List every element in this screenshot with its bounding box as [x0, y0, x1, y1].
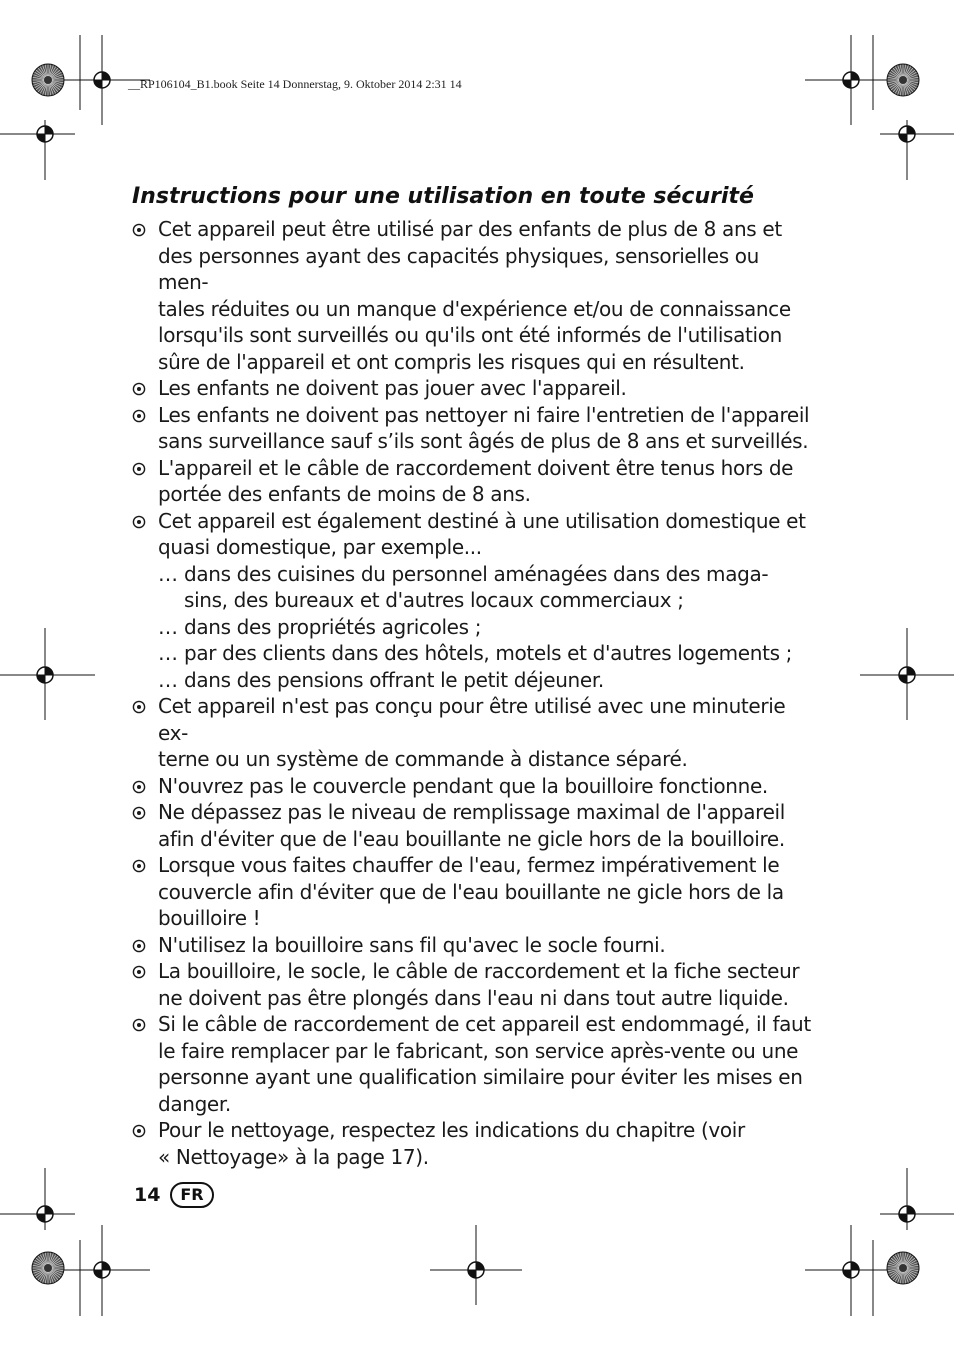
list-item-line: quasi domestique, par exemple... [158, 535, 482, 559]
list-item-line: « Nettoyage» à la page 17). [158, 1144, 429, 1169]
print-slug: __RP106104_B1.book Seite 14 Donnerstag, 9. Oktober 2014 2:31 14 [128, 77, 462, 91]
sub-list-item [132, 614, 812, 641]
ellipsis-marker: … [158, 614, 178, 639]
target-bullet-icon [132, 515, 146, 529]
sub-list-item-line: dans des cuisines du personnel aménagées dans des maga- [184, 561, 769, 586]
target-bullet-icon [132, 806, 146, 820]
list-item-line: Si le câble de raccordement de cet appareil est endommagé, il faut [158, 1012, 811, 1036]
page-number: 14 [134, 1184, 161, 1206]
list-item [132, 932, 812, 959]
list-item [132, 1011, 812, 1117]
list-item-line: sans surveillance sauf s’ils sont âgés de plus de 8 ans et surveillés. [158, 429, 809, 453]
list-item-line: N'ouvrez pas le couvercle pendant que la bouilloire fonctionne. [158, 773, 768, 798]
list-item [132, 773, 812, 800]
registration-mark-icon [90, 68, 114, 92]
safety-instructions-list [132, 216, 812, 1170]
list-item-line: lorsqu'ils sont surveillés ou qu'ils ont été informés de l'utilisation [158, 323, 782, 347]
list-item-line: sûre de l'appareil et ont compris les risques qui en résultent. [158, 349, 745, 374]
list-item-line: des personnes ayant des capacités physiques, sensorielles ou men- [158, 243, 760, 294]
target-bullet-icon [132, 462, 146, 476]
ellipsis-marker: … [158, 641, 178, 665]
list-item-line: portée des enfants de moins de 8 ans. [158, 482, 531, 506]
list-item-line: couvercle afin d'éviter que de l'eau bouillante ne gicle hors de la [158, 879, 784, 904]
target-bullet-icon [132, 965, 146, 979]
list-item-line: Cet appareil peut être utilisé par des enfants de plus de 8 ans et [158, 217, 782, 241]
ellipsis-marker: … [158, 667, 178, 692]
list-item [132, 508, 812, 561]
list-item-line: le faire remplacer par le fabricant, son service après-vente ou une [158, 1038, 799, 1063]
list-item [132, 958, 812, 1011]
list-item-line: N'utilisez la bouilloire sans fil qu'avec le socle fourni. [158, 932, 666, 957]
list-item [132, 693, 812, 773]
color-wheel-icon [886, 1251, 920, 1285]
list-item-line: Lorsque vous faites chauffer de l'eau, fermez impérativement le [158, 853, 780, 877]
list-item-line: Cet appareil est également destiné à une utilisation domestique et [158, 508, 806, 533]
registration-mark-icon [895, 663, 919, 687]
list-item-line: tales réduites ou un manque d'expérience et/ou de connaissance [158, 296, 791, 321]
list-item-line: Les enfants ne doivent pas nettoyer ni faire l'entretien de l'appareil [158, 402, 810, 427]
sub-list-item-line: sins, des bureaux et d'autres locaux commerciaux ; [184, 588, 684, 612]
list-item [132, 402, 812, 455]
sub-list-item [132, 561, 812, 614]
list-item-line: danger. [158, 1091, 231, 1116]
section-title: Instructions pour une utilisation en toute sécurité [132, 184, 754, 209]
list-item-line: bouilloire ! [158, 906, 261, 930]
color-wheel-icon [31, 63, 65, 97]
registration-mark-icon [33, 122, 57, 146]
list-item [132, 1117, 812, 1170]
target-bullet-icon [132, 223, 146, 237]
target-bullet-icon [132, 780, 146, 794]
list-item-line: terne ou un système de commande à distance séparé. [158, 747, 688, 771]
sub-list-item-line: dans des propriétés agricoles ; [184, 614, 482, 639]
sub-list-item-line: par des clients dans des hôtels, motels et d'autres logements ; [184, 641, 793, 665]
list-item-line: afin d'éviter que de l'eau bouillante ne gicle hors de la bouilloire. [158, 826, 785, 851]
target-bullet-icon [132, 939, 146, 953]
registration-mark-icon [839, 68, 863, 92]
sub-list-item [132, 640, 812, 667]
registration-mark-icon [895, 1202, 919, 1226]
list-item [132, 375, 812, 402]
registration-mark-icon [464, 1258, 488, 1282]
registration-mark-icon [895, 122, 919, 146]
list-item-line: Pour le nettoyage, respectez les indications du chapitre (voir [158, 1118, 745, 1142]
list-item [132, 216, 812, 375]
list-item [132, 852, 812, 932]
sub-list-item-line: dans des pensions offrant le petit déjeuner. [184, 667, 604, 692]
color-wheel-icon [886, 63, 920, 97]
color-wheel-icon [31, 1251, 65, 1285]
registration-mark-icon [33, 1202, 57, 1226]
list-item-line: L'appareil et le câble de raccordement doivent être tenus hors de [158, 455, 794, 480]
registration-mark-icon [90, 1258, 114, 1282]
list-item [132, 455, 812, 508]
registration-mark-icon [839, 1258, 863, 1282]
sub-list-item [132, 667, 812, 694]
target-bullet-icon [132, 859, 146, 873]
list-item-line: Cet appareil n'est pas conçu pour être utilisé avec une minuterie ex- [158, 694, 786, 745]
target-bullet-icon [132, 409, 146, 423]
target-bullet-icon [132, 1018, 146, 1032]
target-bullet-icon [132, 382, 146, 396]
list-item-line: Les enfants ne doivent pas jouer avec l'appareil. [158, 376, 627, 400]
list-item [132, 799, 812, 852]
ellipsis-marker: … [158, 561, 178, 586]
list-item-line: personne ayant une qualification similaire pour éviter les mises en [158, 1065, 803, 1089]
language-badge: FR [170, 1182, 214, 1208]
list-item-line: La bouilloire, le socle, le câble de raccordement et la fiche secteur [158, 959, 800, 983]
target-bullet-icon [132, 700, 146, 714]
registration-mark-icon [33, 663, 57, 687]
list-item-line: ne doivent pas être plongés dans l'eau ni dans tout autre liquide. [158, 985, 789, 1010]
list-item-line: Ne dépassez pas le niveau de remplissage maximal de l'appareil [158, 800, 785, 824]
target-bullet-icon [132, 1124, 146, 1138]
